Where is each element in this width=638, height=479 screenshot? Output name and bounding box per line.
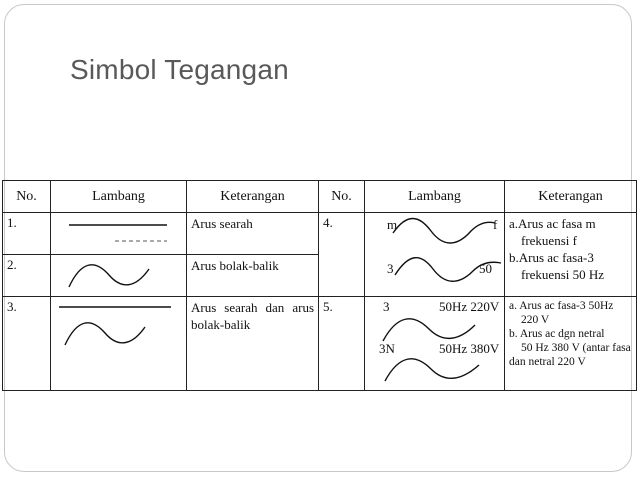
header-lambang-left: Lambang <box>51 181 187 213</box>
rating-label: 50Hz 380V <box>439 341 500 356</box>
lambang-cell <box>365 297 505 391</box>
keterangan-cell <box>505 297 637 391</box>
header-keterangan-left: Keterangan <box>187 181 319 213</box>
lambang-cell <box>51 213 187 255</box>
desc-a-line: a.Arus ac fasa m <box>509 216 596 231</box>
ac-phase-symbols <box>369 215 501 293</box>
phase-label: 3 <box>387 261 394 276</box>
slide-title: Simbol Tegangan <box>70 54 289 85</box>
keterangan-cell: Arus searah dan arus bolak-balik <box>187 297 319 391</box>
header-keterangan-right: Keterangan <box>505 181 637 213</box>
desc-a-line: frekuensi f <box>521 233 577 248</box>
phase-label: m <box>387 217 398 232</box>
rating-label: 50Hz 220V <box>439 299 500 314</box>
lambang-cell <box>365 213 505 297</box>
desc-b-line: dan netral 220 V <box>509 356 586 368</box>
desc-a-line: 220 V <box>521 314 550 326</box>
keterangan-cell: Arus searah <box>187 213 319 255</box>
ac-sine-icon <box>55 257 183 293</box>
row-number: 4. <box>319 213 365 297</box>
symbol-table-wrapper <box>2 180 636 390</box>
phase-label: 3N <box>379 341 395 356</box>
desc-b-line: frekuensi 50 Hz <box>521 267 605 282</box>
ac-sine-icon <box>379 349 499 385</box>
desc-b-line: b.Arus ac fasa-3 <box>509 250 594 265</box>
header-no-right: No. <box>319 181 365 213</box>
keterangan-cell: Arus bolak-balik <box>187 255 319 297</box>
dc-ac-combined-icon <box>55 299 183 359</box>
ac-three-phase-symbols <box>369 299 501 387</box>
table-row <box>3 213 637 255</box>
header-lambang-right: Lambang <box>365 181 505 213</box>
header-no-left: No. <box>3 181 51 213</box>
table-row <box>3 297 637 391</box>
desc-b-line: b. Arus ac dgn netral <box>509 328 605 340</box>
ac-sine-icon <box>379 311 499 345</box>
row-number: 3. <box>3 297 51 391</box>
row-number: 1. <box>3 213 51 255</box>
table-header-row <box>3 181 637 213</box>
voltage-symbol-table <box>2 180 637 391</box>
lambang-cell <box>51 297 187 391</box>
row-number: 5. <box>319 297 365 391</box>
desc-a-line: a. Arus ac fasa-3 50Hz <box>509 300 614 312</box>
row-number: 2. <box>3 255 51 297</box>
lambang-cell <box>51 255 187 297</box>
ac-sine-icon <box>391 217 501 247</box>
frequency-label: 50 <box>479 261 492 276</box>
phase-label: 3 <box>383 299 390 314</box>
ac-sine-icon <box>393 253 503 287</box>
dc-line-icon <box>55 215 183 251</box>
frequency-label: f <box>493 217 498 232</box>
desc-b-line: 50 Hz 380 V (antar fasa <box>521 342 631 354</box>
keterangan-cell <box>505 213 637 297</box>
